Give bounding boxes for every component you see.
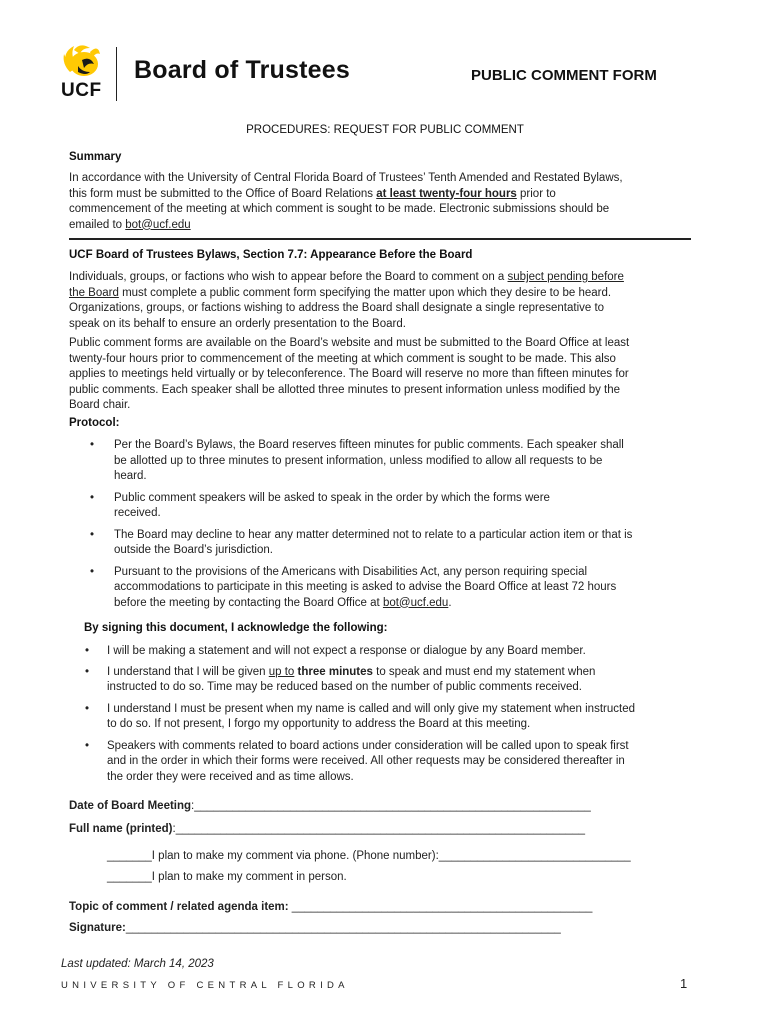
signature-field[interactable] <box>69 922 561 934</box>
protocol-heading: Protocol: <box>69 417 120 429</box>
header-divider <box>116 47 117 101</box>
acknowledge-list <box>85 644 697 785</box>
email-link[interactable]: bot@ucf.edu <box>382 596 449 609</box>
ucf-wordmark: UCF <box>61 80 102 101</box>
bullet-dot-icon: • <box>90 439 95 451</box>
procedures-title: PROCEDURES: REQUEST FOR PUBLIC COMMENT <box>246 124 524 136</box>
in-person-checkbox-blank[interactable]: _______ <box>107 871 152 883</box>
bullet-dot-icon: • <box>90 528 95 541</box>
phone-option[interactable] <box>107 850 631 862</box>
date-field[interactable]: Date of Board Meeting:______________________________________________________________ <box>69 800 591 812</box>
summary-line-4: emailed to bot@ucf.edu <box>69 218 191 231</box>
bullet-dot-icon: • <box>85 739 90 752</box>
bullet-dot-icon: • <box>90 491 95 504</box>
signature-label: Signature: <box>69 922 126 934</box>
summary-line-1: In accordance with the University of Central Florida Board of Trustees’ Tenth Amended and Restated Bylaws, <box>69 172 623 184</box>
in-person-option-label: I plan to make my comment in person. <box>151 871 347 883</box>
phone-option-label: I plan to make my comment via phone. (Phone number): <box>151 850 439 862</box>
list-item: • Per the Board’s Bylaws, the Board reserves fifteen minutes for public comments. Each speaker shall be allotted up to three minutes to present information, unless modified to allow all requests to be heard. <box>90 439 624 482</box>
topic-label: Topic of comment / related agenda item: <box>69 901 292 913</box>
list-item: • Speakers with comments related to board actions under consideration will be called upon to speak first and in the order in which their forms were received. All other requests may be considered thereafter in the order they were received and as time allows. <box>85 739 629 783</box>
last-updated: Last updated: March 14, 2023 <box>61 958 214 970</box>
topic-field[interactable] <box>69 901 592 913</box>
deadline-emphasis: at least twenty-four hours <box>376 187 517 200</box>
email-link[interactable]: bot@ucf.edu <box>125 218 191 231</box>
list-item: • I understand that I will be given up to three minutes to speak and must end my statement when instructed to do so. Time may be reduced based on the number of public comments received. <box>85 665 596 693</box>
bullet-dot-icon: • <box>85 665 90 678</box>
section-divider <box>69 238 691 240</box>
form-title: PUBLIC COMMENT FORM <box>471 67 657 84</box>
date-input-line[interactable]: ______________________________________________________________ <box>194 800 591 812</box>
protocol-list <box>90 438 694 611</box>
page-number: 1 <box>680 976 688 991</box>
signature-input-line[interactable]: ____________________________________________________________________ <box>125 922 561 934</box>
list-item: • I will be making a statement and will not expect a response or dialogue by any Board member. <box>107 644 697 660</box>
bylaws-paragraph-2: Public comment forms are available on the Board’s website and must be submitted to the Board Office at least twenty-four hours prior to commencement of the meeting at which comment is sought to be made. This also applies to meetings held virtually or by teleconference. The Board will reserve no more than fifteen minutes for public comments. Each speaker shall be allotted three minutes to present information unless modified by the Board chair. <box>69 337 630 411</box>
topic-input-line[interactable]: _______________________________________________ <box>291 901 593 913</box>
summary-line-3: commencement of the meeting at which comment is sought to be made. Electronic submissions should be <box>69 203 610 215</box>
summary-paragraph <box>69 171 709 233</box>
date-label: Date of Board Meeting <box>69 800 192 812</box>
board-of-trustees-title: Board of Trustees <box>134 56 350 84</box>
list-item: • I understand I must be present when my name is called and will only give my statement when instructed to do so. If not present, I forgo my opportunity to address the Board at this meeting. <box>85 702 635 730</box>
acknowledge-heading: By signing this document, I acknowledge the following: <box>84 622 388 634</box>
phone-checkbox-blank[interactable]: _______ <box>107 850 152 862</box>
bullet-dot-icon: • <box>85 702 90 715</box>
list-item: • Public comment speakers will be asked to speak in the order by which the forms were received. <box>90 491 550 519</box>
summary-heading: Summary <box>69 151 122 163</box>
bullet-dot-icon: • <box>90 565 95 578</box>
in-person-option[interactable] <box>107 871 347 883</box>
bylaws-paragraph-1: Individuals, groups, or factions who wish to appear before the Board to comment on a subject pending before the Board must complete a public comment form specifying the matter upon which they desire to be heard. Organizations, groups, or factions wishing to address the Board shall designate a single representative to speak on its behalf to ensure an orderly presentation to the Board. <box>69 271 624 330</box>
summary-line-2: this form must be submitted to the Office of Board Relations at least twenty-four hours prior to <box>69 187 556 200</box>
full-name-input-line[interactable]: ________________________________________________________________ <box>175 823 586 835</box>
bullet-dot-icon: • <box>85 645 90 657</box>
full-name-field[interactable]: Full name (printed):________________________________________________________________ <box>69 823 586 835</box>
university-wordmark: UNIVERSITY OF CENTRAL FLORIDA <box>61 980 349 991</box>
list-item: • The Board may decline to hear any matter determined not to relate to a particular action item or that is outside the Board’s jurisdiction. <box>90 528 633 556</box>
full-name-label: Full name (printed) <box>69 823 173 835</box>
list-item: • Pursuant to the provisions of the Americans with Disabilities Act, any person requiring special accommodations to participate in this meeting is asked to advise the Board Office at least 72 hours before the meeting by contacting the Board Office at bot@ucf.edu. <box>90 565 617 609</box>
bylaws-heading: UCF Board of Trustees Bylaws, Section 7.7: Appearance Before the Board <box>69 249 473 261</box>
phone-number-input-line[interactable]: ______________________________ <box>438 850 631 862</box>
